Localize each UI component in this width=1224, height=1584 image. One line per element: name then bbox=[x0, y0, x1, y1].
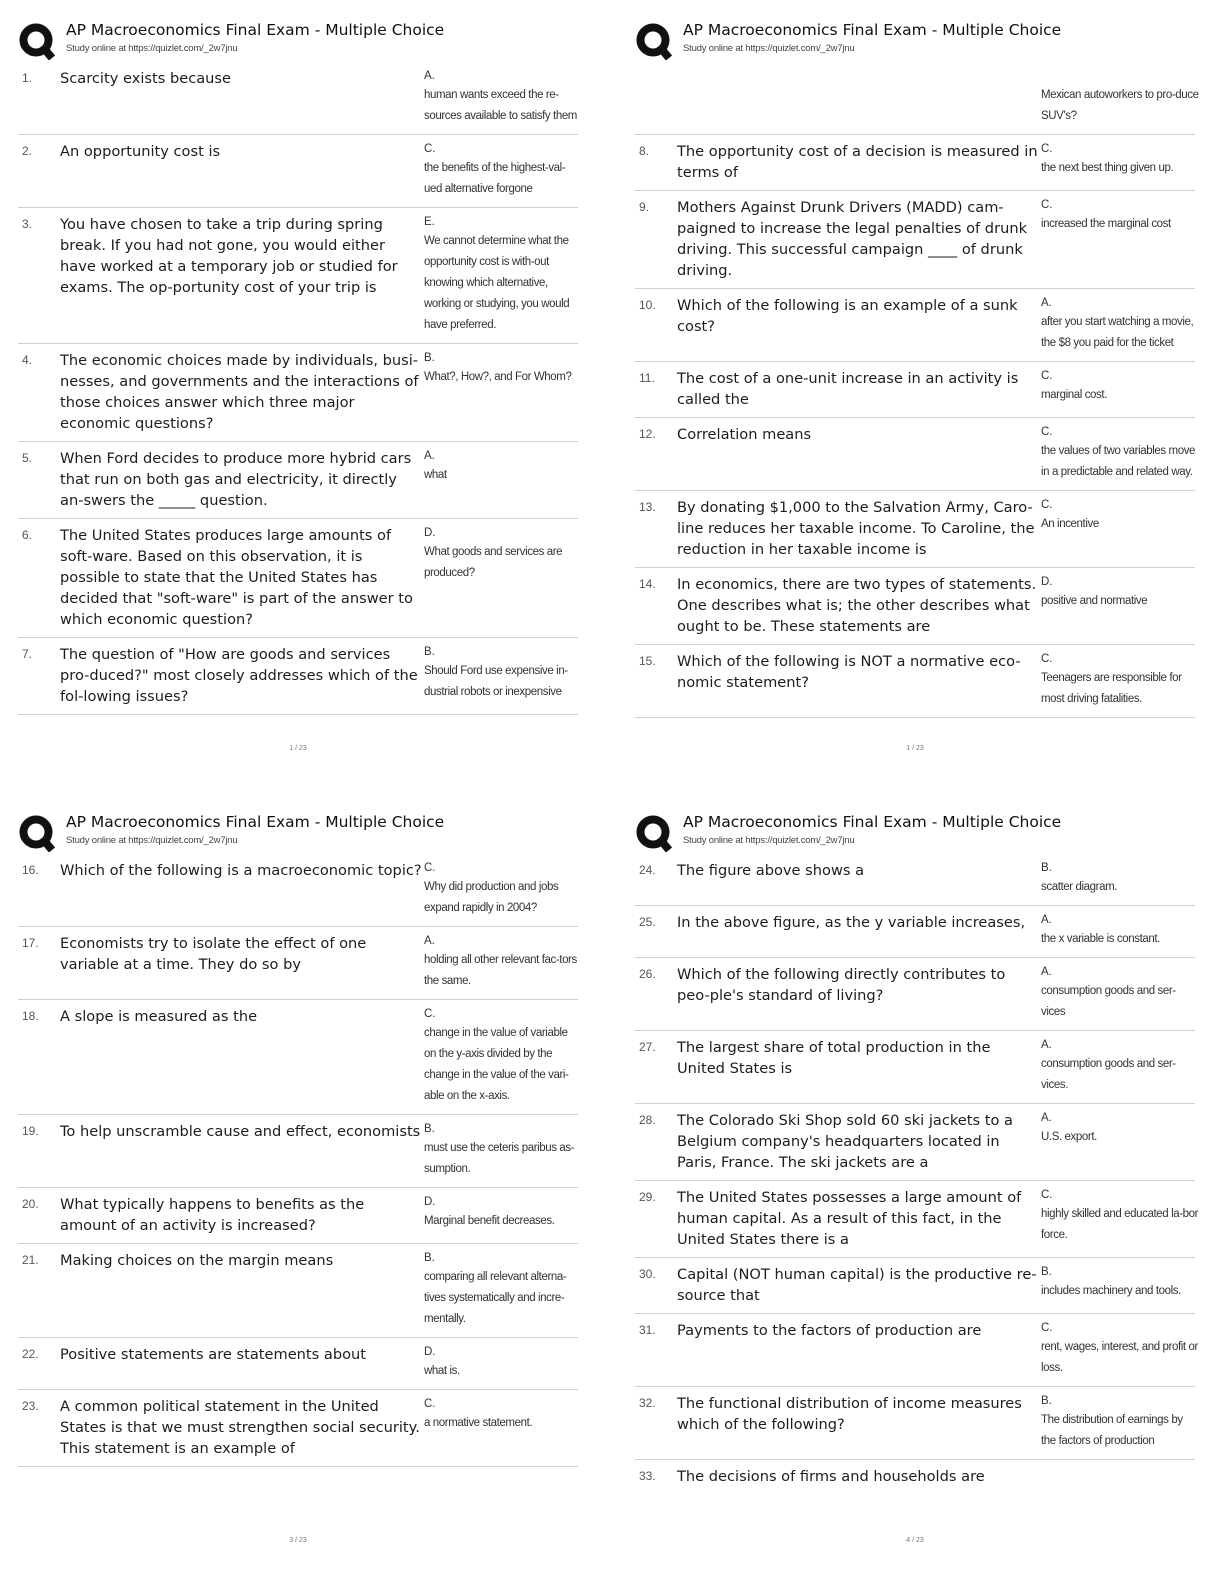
question-text: The decisions of firms and households are bbox=[677, 1468, 985, 1485]
answer-text: what bbox=[424, 469, 447, 481]
question-row bbox=[635, 958, 1195, 1031]
question-number: 26. bbox=[639, 967, 656, 981]
document-title: AP Macroeconomics Final Exam - Multiple Choice bbox=[66, 813, 445, 831]
question-number: 19. bbox=[22, 1124, 39, 1138]
answer-text: We cannot determine what the opportunity cost is with-out knowing which alternative, working or studying, you would have preferred. bbox=[424, 235, 570, 331]
answer-block bbox=[424, 1250, 582, 1330]
question-row bbox=[635, 289, 1195, 362]
answer-letter bbox=[1041, 69, 1199, 85]
answer-block bbox=[424, 214, 582, 336]
answer-block bbox=[1041, 912, 1199, 950]
question-number: 6. bbox=[22, 528, 33, 542]
question-text: A slope is measured as the bbox=[60, 1008, 258, 1025]
answer-letter: C. bbox=[1041, 199, 1053, 211]
answer-block bbox=[424, 1344, 582, 1382]
answer-block bbox=[424, 860, 582, 919]
question-number: 9. bbox=[639, 200, 650, 214]
quiz-page-4 bbox=[635, 810, 1213, 1570]
answer-text: marginal cost. bbox=[1041, 389, 1107, 401]
quizlet-logo bbox=[635, 22, 673, 60]
question-text bbox=[677, 68, 1041, 127]
answer-text: An incentive bbox=[1041, 518, 1099, 530]
question-row bbox=[635, 135, 1195, 191]
answer-letter bbox=[1041, 1467, 1199, 1483]
answer-letter: B. bbox=[424, 646, 435, 658]
answer-letter: A. bbox=[424, 935, 435, 947]
answer-text: what is. bbox=[424, 1365, 460, 1377]
answer-letter: C. bbox=[424, 1008, 436, 1020]
question-text: You have chosen to take a trip during spring break. If you had not gone, you would either have worked at a temporary job or studied for exams. The op-portunity cost of your trip is bbox=[60, 216, 398, 296]
question-number: 33. bbox=[639, 1469, 656, 1483]
question-row bbox=[635, 62, 1199, 135]
question-number: 13. bbox=[639, 500, 656, 514]
question-row bbox=[635, 854, 1195, 906]
answer-letter: C. bbox=[1041, 370, 1053, 382]
question-number: 23. bbox=[22, 1399, 39, 1413]
answer-block bbox=[424, 525, 582, 630]
answer-block bbox=[1041, 964, 1199, 1023]
answer-letter: A. bbox=[1041, 1112, 1052, 1124]
question-text: Payments to the factors of production are bbox=[677, 1322, 982, 1339]
answer-block bbox=[1041, 68, 1199, 127]
question-text: The United States produces large amounts of soft-ware. Based on this observation, it is possible to state that the United States has decided that "soft-ware" is part of the answer to which economic question? bbox=[60, 527, 413, 628]
study-online-link[interactable]: Study online at https://quizlet.com/_2w7jnu bbox=[683, 43, 855, 54]
answer-text: must use the ceteris paribus as-sumption. bbox=[424, 1142, 575, 1175]
answer-letter: A. bbox=[424, 450, 435, 462]
question-row bbox=[635, 1031, 1195, 1104]
quizlet-logo bbox=[18, 22, 56, 60]
answer-letter: C. bbox=[1041, 143, 1053, 155]
answer-letter: D. bbox=[424, 527, 436, 539]
question-row bbox=[635, 1314, 1198, 1387]
question-list bbox=[635, 854, 1199, 1494]
answer-text: What goods and services are produced? bbox=[424, 546, 563, 579]
answer-block bbox=[1041, 651, 1199, 710]
answer-letter: A. bbox=[424, 70, 435, 82]
question-text: The economic choices made by individuals, busi-nesses, and governments and the interactions of those choices answer which three major economic questions? bbox=[60, 352, 419, 432]
question-text: When Ford decides to produce more hybrid cars that run on both gas and electricity, it directly an-swers the _____ question. bbox=[60, 450, 412, 509]
question-row bbox=[635, 568, 1195, 645]
question-row bbox=[635, 418, 1195, 491]
answer-text: the next best thing given up. bbox=[1041, 162, 1174, 174]
answer-text: comparing all relevant alterna-tives systematically and incre-mentally. bbox=[424, 1271, 567, 1325]
answer-letter: C. bbox=[1041, 426, 1053, 438]
answer-text: The distribution of earnings by the factors of production bbox=[1041, 1414, 1183, 1447]
answer-block bbox=[1041, 860, 1199, 898]
question-row bbox=[18, 1115, 578, 1188]
answer-text: the benefits of the highest-val-ued alternative forgone bbox=[424, 162, 566, 195]
answer-letter: B. bbox=[424, 352, 435, 364]
answer-block bbox=[424, 350, 582, 434]
answer-block bbox=[1041, 1187, 1199, 1250]
question-number: 7. bbox=[22, 647, 33, 661]
question-text: Positive statements are statements about bbox=[60, 1346, 366, 1363]
answer-text: What?, How?, and For Whom? bbox=[424, 371, 572, 383]
question-text: The opportunity cost of a decision is measured in terms of bbox=[677, 143, 1038, 181]
question-text: To help unscramble cause and effect, economists bbox=[60, 1123, 421, 1140]
study-online-link[interactable]: Study online at https://quizlet.com/_2w7jnu bbox=[66, 835, 238, 846]
question-number: 29. bbox=[639, 1190, 656, 1204]
question-number: 16. bbox=[22, 863, 39, 877]
question-row bbox=[635, 362, 1195, 418]
answer-block bbox=[1041, 1264, 1199, 1306]
question-text: By donating $1,000 to the Salvation Army, Caro-line reduces her taxable income. To Caroline, the reduction in her taxable income is bbox=[677, 499, 1035, 558]
answer-text: Mexican autoworkers to pro-duce SUV's? bbox=[1041, 89, 1199, 122]
quizlet-logo bbox=[635, 814, 673, 852]
question-row bbox=[18, 135, 578, 208]
question-number: 11. bbox=[639, 371, 655, 385]
answer-block bbox=[424, 1006, 582, 1107]
question-text: Which of the following is a macroeconomic topic? bbox=[60, 862, 422, 879]
question-row bbox=[635, 1181, 1199, 1258]
question-number: 25. bbox=[639, 915, 656, 929]
answer-block bbox=[1041, 1110, 1199, 1173]
answer-letter: C. bbox=[1041, 1322, 1053, 1334]
page-number: 3 / 23 bbox=[289, 1537, 307, 1544]
answer-text: a normative statement. bbox=[424, 1417, 533, 1429]
question-number: 21. bbox=[22, 1253, 39, 1267]
question-row bbox=[635, 645, 1195, 718]
question-text: The United States possesses a large amount of human capital. As a result of this fact, in the United States there is a bbox=[677, 1189, 1022, 1248]
answer-block bbox=[1041, 368, 1199, 410]
question-text: What typically happens to benefits as the amount of an activity is increased? bbox=[60, 1196, 365, 1234]
question-row bbox=[18, 442, 578, 519]
answer-block bbox=[1041, 497, 1199, 560]
answer-text: the x variable is constant. bbox=[1041, 933, 1160, 945]
answer-letter: D. bbox=[424, 1196, 436, 1208]
answer-letter: C. bbox=[424, 143, 436, 155]
answer-block bbox=[424, 141, 582, 200]
question-text: Correlation means bbox=[677, 426, 812, 443]
question-number: 18. bbox=[22, 1009, 39, 1023]
answer-block bbox=[424, 933, 582, 992]
question-row bbox=[18, 1338, 578, 1390]
answer-block bbox=[424, 1121, 582, 1180]
page-number: 1 / 23 bbox=[289, 745, 307, 752]
question-text: In the above figure, as the y variable increases, bbox=[677, 914, 1026, 931]
answer-text: Teenagers are responsible for most driving fatalities. bbox=[1041, 672, 1182, 705]
page-header bbox=[635, 810, 1213, 854]
answer-block bbox=[424, 448, 582, 511]
answer-letter: C. bbox=[1041, 1189, 1053, 1201]
answer-block bbox=[424, 1194, 582, 1236]
answer-block bbox=[1041, 1466, 1199, 1487]
question-row bbox=[18, 62, 578, 135]
question-number: 5. bbox=[22, 451, 33, 465]
answer-letter: E. bbox=[424, 216, 435, 228]
answer-text: increased the marginal cost bbox=[1041, 218, 1171, 230]
answer-text: Should Ford use expensive in-dustrial robots or inexpensive bbox=[424, 665, 568, 698]
question-row bbox=[18, 1000, 578, 1115]
study-online-link[interactable]: Study online at https://quizlet.com/_2w7jnu bbox=[66, 43, 238, 54]
question-number: 30. bbox=[639, 1267, 656, 1281]
question-text: In economics, there are two types of statements. One describes what is; the other describes what ought to be. These statements are bbox=[677, 576, 1037, 635]
answer-block bbox=[1041, 424, 1199, 483]
page-number: 1 / 23 bbox=[906, 745, 924, 752]
answer-letter: B. bbox=[424, 1252, 435, 1264]
question-number: 2. bbox=[22, 144, 33, 158]
question-row bbox=[635, 491, 1195, 568]
answer-block bbox=[1041, 1320, 1199, 1379]
question-text: Economists try to isolate the effect of one variable at a time. They do so by bbox=[60, 935, 367, 973]
question-text: Which of the following is an example of a sunk cost? bbox=[677, 297, 1018, 335]
answer-letter: C. bbox=[424, 862, 436, 874]
answer-block bbox=[424, 68, 582, 127]
answer-text: Why did production and jobs expand rapidly in 2004? bbox=[424, 881, 559, 914]
answer-text: scatter diagram. bbox=[1041, 881, 1118, 893]
answer-letter: B. bbox=[1041, 862, 1052, 874]
answer-letter: C. bbox=[1041, 653, 1053, 665]
quizlet-logo bbox=[18, 814, 56, 852]
quiz-page-1 bbox=[18, 18, 596, 778]
document-title: AP Macroeconomics Final Exam - Multiple Choice bbox=[683, 813, 1062, 831]
document-title: AP Macroeconomics Final Exam - Multiple Choice bbox=[66, 21, 445, 39]
question-row bbox=[18, 1390, 578, 1467]
page-header bbox=[18, 810, 596, 854]
question-text: Mothers Against Drunk Drivers (MADD) cam-paigned to increase the legal penalties of drunk driving. This successful campaign ____ of drunk driving. bbox=[677, 199, 1028, 279]
question-text: Making choices on the margin means bbox=[60, 1252, 334, 1269]
answer-block bbox=[1041, 1037, 1199, 1096]
question-number: 32. bbox=[639, 1396, 656, 1410]
question-number: 15. bbox=[639, 654, 656, 668]
answer-letter: A. bbox=[1041, 914, 1052, 926]
answer-block bbox=[1041, 295, 1199, 354]
page-header bbox=[18, 18, 596, 62]
answer-letter: B. bbox=[1041, 1395, 1052, 1407]
question-row bbox=[635, 1387, 1195, 1460]
answer-text: includes machinery and tools. bbox=[1041, 1285, 1181, 1297]
answer-text: the values of two variables move in a predictable and related way. bbox=[1041, 445, 1196, 478]
study-online-link[interactable]: Study online at https://quizlet.com/_2w7jnu bbox=[683, 835, 855, 846]
question-number: 20. bbox=[22, 1197, 39, 1211]
question-row bbox=[18, 519, 578, 638]
answer-text: Marginal benefit decreases. bbox=[424, 1215, 555, 1227]
question-number: 12. bbox=[639, 427, 656, 441]
question-row bbox=[635, 1104, 1195, 1181]
answer-letter: B. bbox=[424, 1123, 435, 1135]
answer-text: highly skilled and educated la-bor force. bbox=[1041, 1208, 1199, 1241]
question-text: A common political statement in the United States is that we must strengthen social security. This statement is an example of bbox=[60, 1398, 420, 1457]
answer-block bbox=[424, 644, 582, 707]
document-title: AP Macroeconomics Final Exam - Multiple Choice bbox=[683, 21, 1062, 39]
answer-text: consumption goods and ser-vices. bbox=[1041, 1058, 1176, 1091]
question-row bbox=[18, 854, 578, 927]
question-row bbox=[635, 1258, 1195, 1314]
question-text: Capital (NOT human capital) is the productive re-source that bbox=[677, 1266, 1037, 1304]
question-list bbox=[18, 62, 578, 715]
question-number: 10. bbox=[639, 298, 656, 312]
answer-text: after you start watching a movie, the $8 you paid for the ticket bbox=[1041, 316, 1194, 349]
answer-block bbox=[1041, 574, 1199, 637]
answer-letter: A. bbox=[1041, 1039, 1052, 1051]
answer-letter: A. bbox=[1041, 966, 1052, 978]
answer-letter: C. bbox=[424, 1398, 436, 1410]
question-number: 14. bbox=[639, 577, 656, 591]
question-number: 17. bbox=[22, 936, 39, 950]
question-row bbox=[18, 927, 578, 1000]
page-header bbox=[635, 18, 1213, 62]
question-row bbox=[18, 638, 578, 715]
answer-letter: D. bbox=[424, 1346, 436, 1358]
question-row bbox=[18, 1188, 578, 1244]
question-row bbox=[635, 906, 1195, 958]
answer-text: human wants exceed the re-sources available to satisfy them bbox=[424, 89, 577, 122]
question-number: 31. bbox=[639, 1323, 656, 1337]
answer-block bbox=[1041, 197, 1199, 281]
question-list bbox=[635, 62, 1199, 718]
question-number: 8. bbox=[639, 144, 650, 158]
answer-letter: D. bbox=[1041, 576, 1053, 588]
question-number bbox=[635, 68, 677, 127]
answer-letter: C. bbox=[1041, 499, 1053, 511]
question-number: 1. bbox=[22, 71, 33, 85]
question-text: Scarcity exists because bbox=[60, 70, 232, 87]
answer-text: change in the value of variable on the y-axis divided by the change in the value of the vari-able on the x-axis. bbox=[424, 1027, 569, 1102]
question-text: The cost of a one-unit increase in an activity is called the bbox=[677, 370, 1019, 408]
answer-text: rent, wages, interest, and profit or loss. bbox=[1041, 1341, 1198, 1374]
question-row bbox=[18, 208, 578, 344]
question-text: The figure above shows a bbox=[677, 862, 865, 879]
question-text: The functional distribution of income measures which of the following? bbox=[677, 1395, 1022, 1433]
question-row bbox=[18, 1244, 578, 1338]
quiz-page-2 bbox=[635, 18, 1213, 778]
question-text: The Colorado Ski Shop sold 60 ski jackets to a Belgium company's headquarters located in Paris, France. The ski jackets are a bbox=[677, 1112, 1013, 1171]
answer-text: U.S. export. bbox=[1041, 1131, 1097, 1143]
page-number: 4 / 23 bbox=[906, 1537, 924, 1544]
question-row bbox=[635, 1460, 1195, 1494]
question-text: The question of "How are goods and services pro-duced?" most closely addresses which of the fol-lowing issues? bbox=[60, 646, 418, 705]
question-text: An opportunity cost is bbox=[60, 143, 221, 160]
question-number: 4. bbox=[22, 353, 33, 367]
question-text: Which of the following is NOT a normative eco-nomic statement? bbox=[677, 653, 1021, 691]
question-number: 28. bbox=[639, 1113, 656, 1127]
answer-block bbox=[1041, 1393, 1199, 1452]
question-number: 27. bbox=[639, 1040, 656, 1054]
answer-letter: A. bbox=[1041, 297, 1052, 309]
quiz-page-3 bbox=[18, 810, 596, 1570]
answer-text: positive and normative bbox=[1041, 595, 1148, 607]
answer-text: holding all other relevant fac-tors the same. bbox=[424, 954, 577, 987]
answer-block bbox=[424, 1396, 582, 1459]
question-row bbox=[18, 344, 578, 442]
question-text: Which of the following directly contributes to peo-ple's standard of living? bbox=[677, 966, 1006, 1004]
question-row bbox=[635, 191, 1195, 289]
question-number: 24. bbox=[639, 863, 656, 877]
answer-text: consumption goods and ser-vices bbox=[1041, 985, 1176, 1018]
question-list bbox=[18, 854, 578, 1467]
question-number: 22. bbox=[22, 1347, 39, 1361]
question-text: The largest share of total production in the United States is bbox=[677, 1039, 991, 1077]
question-number: 3. bbox=[22, 217, 33, 231]
answer-block bbox=[1041, 141, 1199, 183]
answer-letter: B. bbox=[1041, 1266, 1052, 1278]
